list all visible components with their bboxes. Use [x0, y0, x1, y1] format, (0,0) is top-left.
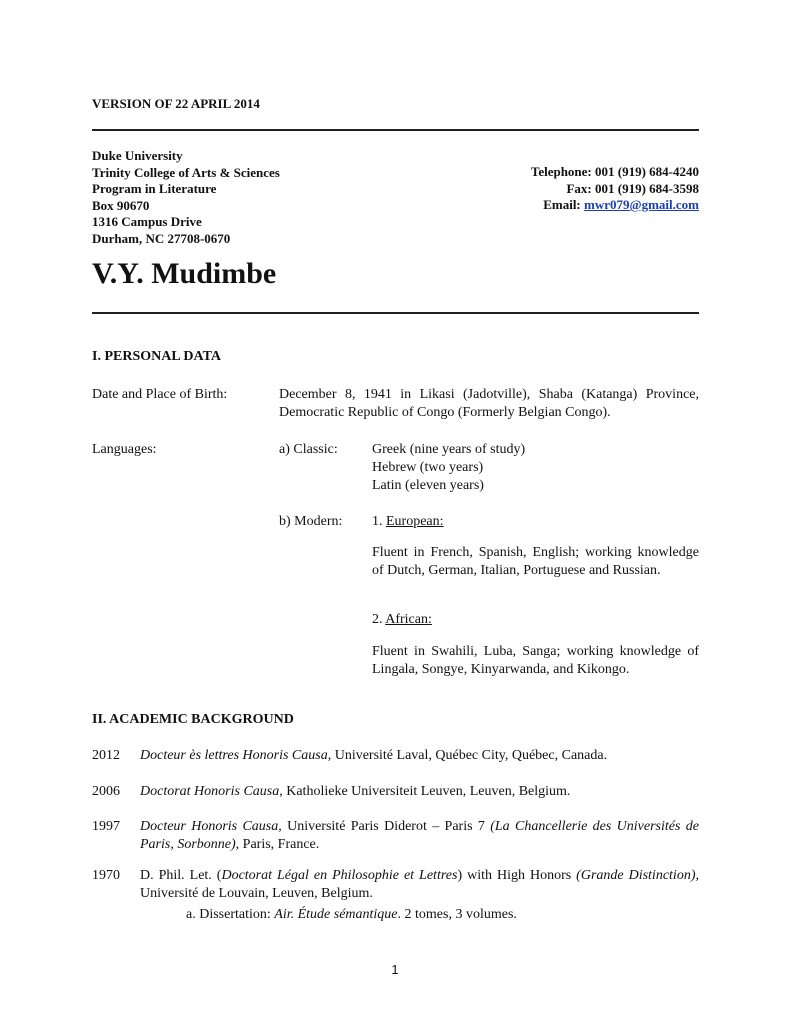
african-label: African:: [385, 612, 432, 627]
degree-institution: (La Chancellerie des Universités de Paris, Sorbonne): [140, 819, 700, 852]
modern-label: b) Modern:: [279, 514, 343, 529]
degree-detail: , Katholieke Universiteit Leuven, Leuven, Belgium.: [279, 784, 571, 799]
classic-list: [372, 441, 525, 495]
academic-entry: [140, 818, 699, 854]
email-label: Email:: [543, 197, 581, 212]
name-rule: [92, 312, 699, 314]
address-line: 1316 Campus Drive: [92, 214, 202, 229]
language-item: Latin (eleven years): [372, 478, 484, 493]
european-label: European:: [386, 514, 444, 529]
european-heading: [372, 513, 444, 531]
section-heading-academic: II. ACADEMIC BACKGROUND: [92, 712, 294, 727]
degree-location: , Paris, France.: [235, 837, 320, 852]
dissertation-prefix: a. Dissertation:: [186, 907, 275, 922]
person-name: V.Y. Mudimbe: [92, 257, 277, 290]
academic-entry: [140, 867, 699, 903]
version-line: VERSION OF 22 APRIL 2014: [92, 96, 260, 111]
top-rule: [92, 129, 699, 131]
dissertation-detail: . 2 tomes, 3 volumes.: [397, 907, 517, 922]
birth-line: Democratic Republic of Congo (Formerly Belgian Congo).: [279, 405, 611, 420]
academic-entry: [140, 747, 699, 765]
degree-detail: Université Paris Diderot – Paris 7: [281, 819, 491, 834]
address-line: Durham, NC 27708-0670: [92, 230, 231, 246]
dissertation-title: Air. Étude sémantique: [274, 907, 398, 922]
african-heading: [372, 611, 432, 629]
academic-year: 2012: [92, 748, 120, 763]
address-line: Box 90670: [92, 197, 150, 213]
degree-location: Université de Louvain, Leuven, Belgium.: [140, 886, 373, 901]
birth-label: Date and Place of Birth:: [92, 387, 228, 402]
degree-title: Doctorat Légal en Philosophie et Lettres: [221, 868, 458, 883]
degree-prefix: D. Phil. Let. (: [140, 868, 222, 883]
european-number: 1.: [372, 514, 386, 529]
section-heading-personal: I. PERSONAL DATA: [92, 349, 222, 364]
degree-title: Docteur ès lettres Honoris Causa: [140, 748, 328, 763]
academic-year: 1997: [92, 819, 120, 834]
contact-block: [379, 164, 699, 214]
address-line: Duke University: [92, 148, 183, 163]
page-number: 1: [391, 962, 399, 977]
academic-year: 1970: [92, 868, 120, 883]
address-block: [92, 148, 280, 247]
languages-label: Languages:: [92, 442, 157, 457]
address-line: Trinity College of Arts & Sciences: [92, 164, 280, 180]
academic-year: 2006: [92, 784, 120, 799]
birth-value: [279, 386, 699, 422]
degree-distinction: (Grande Distinction),: [576, 868, 699, 883]
email-row: [379, 197, 699, 214]
degree-title: Docteur Honoris Causa,: [140, 819, 282, 834]
telephone: Telephone: 001 (919) 684-4240: [530, 164, 699, 179]
fax: Fax: 001 (919) 684-3598: [566, 180, 699, 196]
degree-detail: ) with High Honors: [457, 868, 577, 883]
language-item: Greek (nine years of study): [372, 442, 526, 457]
academic-entry: [140, 783, 699, 801]
degree-title: Doctorat Honoris Causa: [140, 784, 280, 799]
classic-label: a) Classic:: [279, 442, 338, 457]
language-item: Hebrew (two years): [372, 460, 484, 475]
african-text: Fluent in Swahili, Luba, Sanga; working knowledge of Lingala, Songye, Kinyarwanda, and Kikongo.: [372, 644, 699, 677]
european-text: Fluent in French, Spanish, English; working knowledge of Dutch, German, Italian, Portuguese and Russian.: [372, 545, 699, 578]
address-line: Program in Literature: [92, 181, 217, 196]
birth-line: December 8, 1941 in Likasi (Jadotville), Shaba (Katanga) Province,: [279, 387, 699, 402]
email-link[interactable]: mwr079@gmail.com: [584, 197, 699, 212]
degree-detail: , Université Laval, Québec City, Québec, Canada.: [327, 748, 608, 763]
dissertation-line: [186, 906, 517, 924]
african-number: 2.: [372, 612, 386, 627]
